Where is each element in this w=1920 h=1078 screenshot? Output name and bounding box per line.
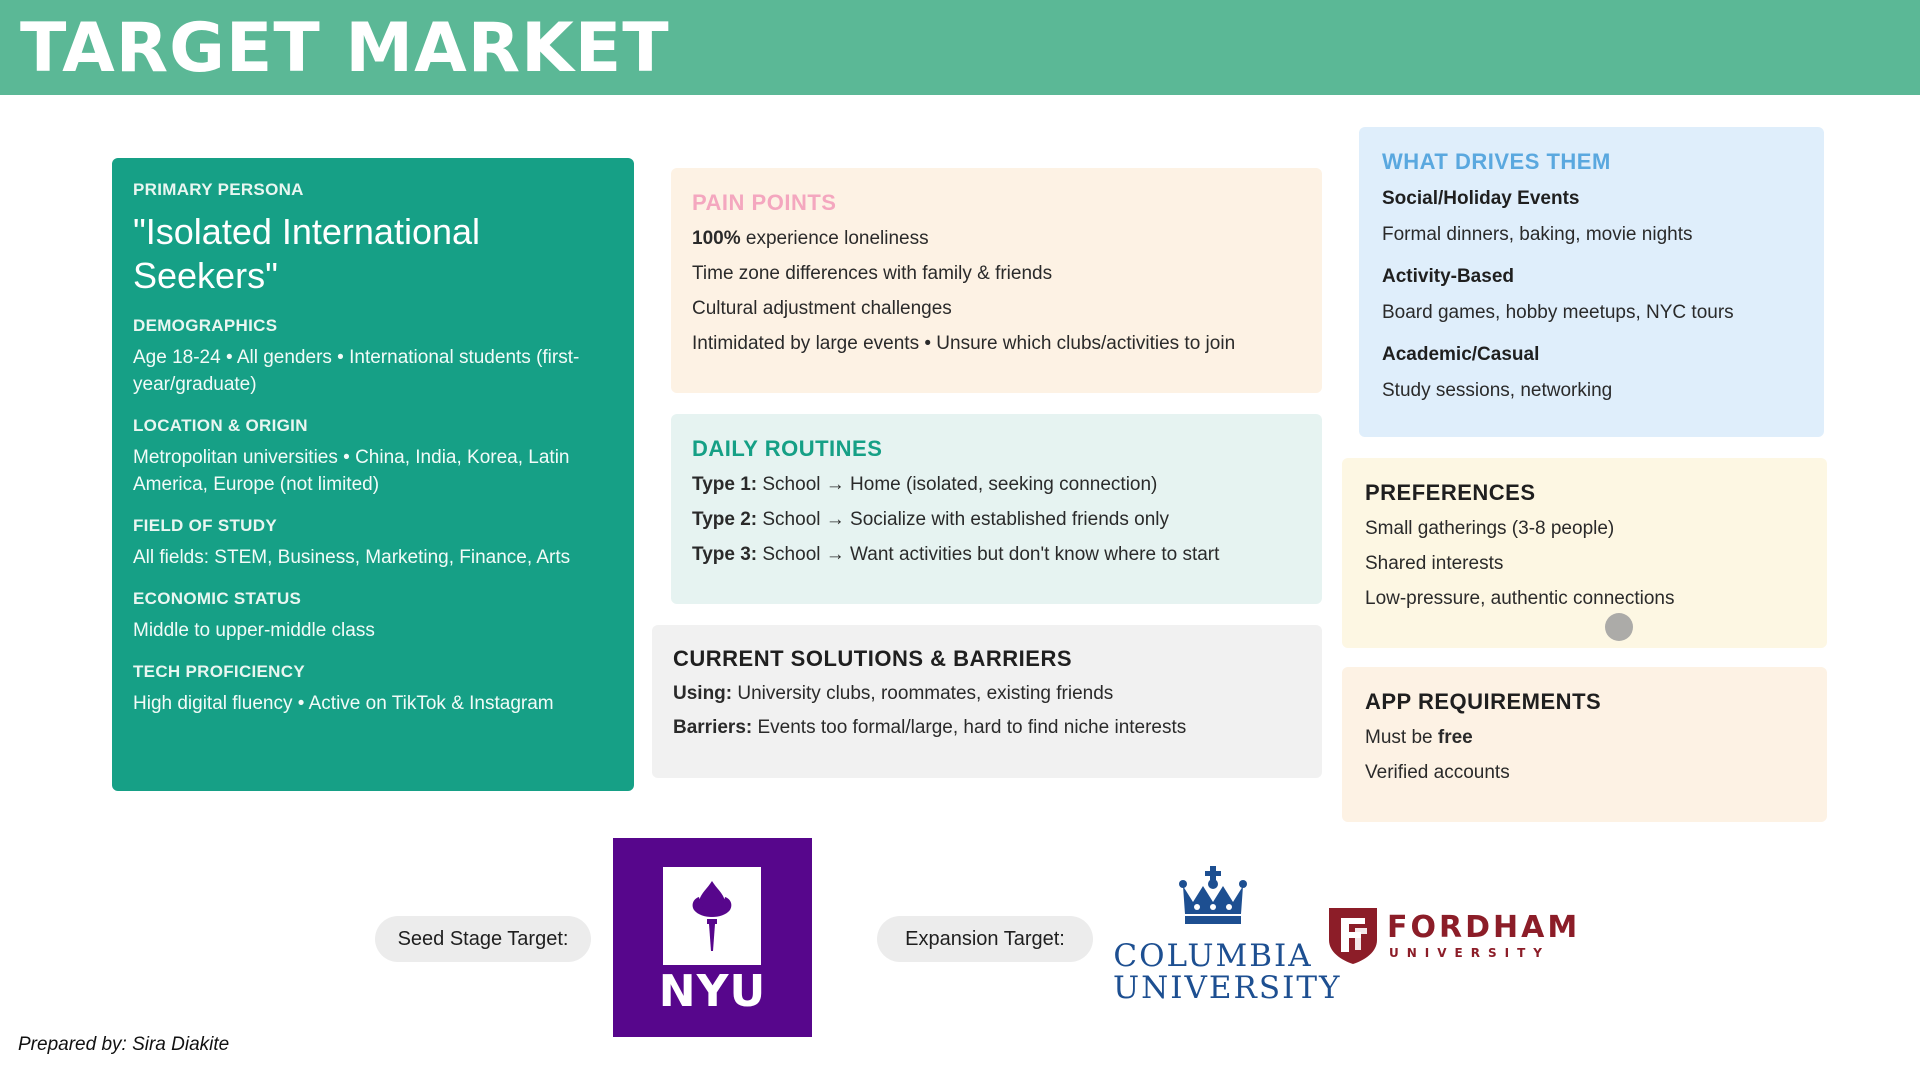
section-text: High digital fluency • Active on TikTok & Instagram	[133, 693, 554, 714]
prepared-by: Prepared by: Sira Diakite	[18, 1034, 230, 1055]
requirement-item: Verified accounts	[1365, 762, 1510, 783]
section-text: All fields: STEM, Business, Marketing, Finance, Arts	[133, 547, 571, 568]
driver-text: Board games, hobby meetups, NYC tours	[1382, 302, 1734, 323]
routine-type: Type 3:	[692, 544, 758, 565]
routine-text: School → Want activities but don't know where to start	[757, 544, 1220, 565]
preference-item: Shared interests	[1365, 553, 1504, 574]
expansion-target-label: Expansion Target:	[877, 916, 1093, 962]
columbia-wordmark: COLUMBIA	[1113, 938, 1313, 974]
routine-item	[692, 508, 1301, 532]
section-label: TECH PROFICIENCY	[133, 662, 305, 681]
columbia-wordmark-sub: UNIVERSITY	[1113, 970, 1342, 1006]
barrier-text: Events too formal/large, hard to find niche interests	[752, 717, 1187, 738]
routine-item	[692, 543, 1301, 567]
title-banner	[0, 0, 1920, 95]
pain-points-title: PAIN POINTS	[692, 190, 837, 215]
location-section	[133, 416, 613, 498]
page-title: TARGET MARKET	[20, 9, 670, 88]
persona-title: "Isolated International Seekers"	[133, 211, 481, 296]
preference-item: Small gatherings (3-8 people)	[1365, 518, 1615, 539]
what-drives-them-card	[1359, 127, 1824, 437]
section-label: ECONOMIC STATUS	[133, 589, 302, 608]
requirement-free: free	[1437, 727, 1473, 748]
crown-icon	[1177, 866, 1249, 933]
economic-status-section	[133, 589, 613, 644]
solution-label: Using:	[673, 683, 733, 704]
barrier-label: Barriers:	[673, 717, 753, 738]
section-text: Age 18-24 • All genders • International students (first-year/graduate)	[133, 347, 580, 395]
preference-item: Low-pressure, authentic connections	[1365, 588, 1675, 609]
driver-heading: Activity-Based	[1382, 266, 1514, 287]
routine-type: Type 1:	[692, 474, 758, 495]
tech-proficiency-section	[133, 662, 613, 717]
primary-persona-card	[112, 158, 634, 791]
pain-stat: 100%	[692, 228, 741, 249]
torch-icon	[663, 867, 761, 965]
drives-title: WHAT DRIVES THEM	[1382, 149, 1611, 174]
solution-text: University clubs, roommates, existing friends	[732, 683, 1114, 704]
driver-heading: Social/Holiday Events	[1382, 188, 1580, 209]
pain-point-item: Time zone differences with family & friends	[692, 263, 1053, 284]
columbia-logo	[1113, 866, 1342, 1006]
app-requirements-card	[1342, 667, 1827, 822]
preferences-card	[1342, 458, 1827, 648]
fordham-wordmark: FORDHAM	[1387, 910, 1581, 945]
routine-type: Type 2:	[692, 509, 758, 530]
demographics-section	[133, 316, 613, 398]
routine-text: School → Socialize with established friends only	[757, 509, 1169, 530]
section-label: FIELD OF STUDY	[133, 516, 277, 535]
solutions-title: CURRENT SOLUTIONS & BARRIERS	[673, 646, 1073, 671]
driver-heading: Academic/Casual	[1382, 344, 1540, 365]
section-label: LOCATION & ORIGIN	[133, 416, 308, 435]
mouse-cursor	[1605, 613, 1633, 641]
requirement-item	[1365, 726, 1804, 750]
solution-item	[673, 682, 1301, 706]
preferences-title: PREFERENCES	[1365, 480, 1536, 505]
pain-point-item	[692, 227, 1301, 251]
driver-text: Study sessions, networking	[1382, 380, 1613, 401]
pain-points-card	[671, 168, 1322, 393]
section-text: Middle to upper-middle class	[133, 620, 375, 641]
app-requirements-title: APP REQUIREMENTS	[1365, 689, 1602, 714]
nyu-wordmark: NYU	[658, 966, 767, 1017]
driver-text: Formal dinners, baking, movie nights	[1382, 224, 1693, 245]
routine-text: School → Home (isolated, seeking connection)	[757, 474, 1158, 495]
pain-point-item: Cultural adjustment challenges	[692, 298, 952, 319]
requirement-prefix: Must be	[1365, 727, 1438, 748]
barrier-item	[673, 716, 1301, 740]
pain-stat-text: experience loneliness	[740, 228, 929, 249]
routine-item	[692, 473, 1301, 497]
section-text: Metropolitan universities • China, India, Korea, Latin America, Europe (not limited)	[133, 447, 570, 495]
seed-stage-label: Seed Stage Target:	[375, 916, 591, 962]
section-label: DEMOGRAPHICS	[133, 316, 278, 335]
pain-point-item: Intimidated by large events • Unsure which clubs/activities to join	[692, 333, 1236, 354]
persona-label: PRIMARY PERSONA	[133, 180, 304, 199]
fordham-wordmark-sub: UNIVERSITY	[1389, 946, 1550, 960]
fordham-logo	[1327, 906, 1581, 970]
daily-routines-card	[671, 414, 1322, 604]
daily-routines-title: DAILY ROUTINES	[692, 436, 883, 461]
current-solutions-card	[652, 625, 1322, 778]
nyu-logo	[613, 838, 812, 1037]
fordham-shield-icon	[1327, 906, 1379, 971]
field-of-study-section	[133, 516, 613, 571]
